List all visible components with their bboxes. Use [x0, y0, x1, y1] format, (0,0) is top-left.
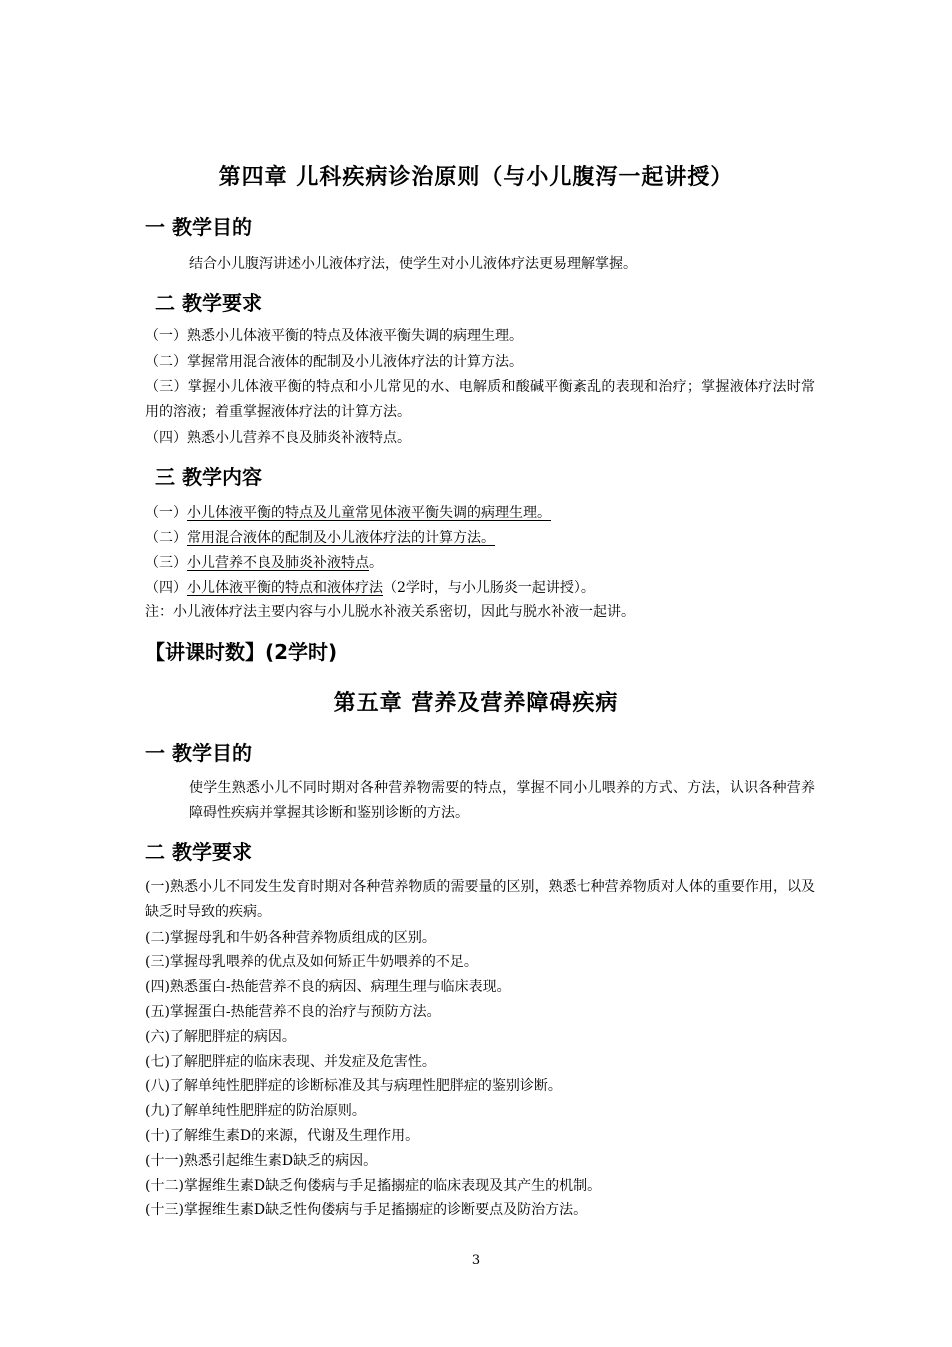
ch4-teaching-hours: 【讲课时数】(2学时) — [145, 640, 338, 664]
content-1-prefix: （一） — [145, 505, 187, 521]
chapter-5-title: 第五章 营养及营养障碍疾病 — [333, 691, 619, 716]
content-2-prefix: （二） — [145, 530, 187, 546]
ch5-requirement-7: (七)了解肥胖症的临床表现、并发症及危害性。 — [145, 1054, 436, 1070]
ch4-section-2-heading: 二 教学要求 — [155, 291, 262, 315]
ch4-content-4 — [145, 576, 815, 601]
ch5-requirement-10: (十)了解维生素D的来源，代谢及生理作用。 — [145, 1128, 420, 1144]
content-1-text: 小儿体液平衡的特点及儿童常见体液平衡失调的病理生理。 — [187, 505, 551, 521]
ch4-content-1 — [145, 501, 815, 526]
ch4-requirement-4: （四）熟悉小儿营养不良及肺炎补液特点。 — [145, 430, 411, 446]
ch5-section-2-heading: 二 教学要求 — [145, 840, 252, 864]
content-4-prefix: （四） — [145, 580, 187, 596]
ch5-requirement-4: (四)熟悉蛋白-热能营养不良的病因、病理生理与临床表现。 — [145, 979, 511, 995]
ch5-requirement-2: (二)掌握母乳和牛奶各种营养物质组成的区别。 — [145, 930, 436, 946]
ch4-section-3-heading: 三 教学内容 — [155, 465, 262, 489]
ch5-requirement-1: (一)熟悉小儿不同发生发育时期对各种营养物质的需要量的区别，熟悉七种营养物质对人体的重要作用，以及缺乏时导致的疾病。 — [145, 879, 815, 920]
ch5-section-1-text: 使学生熟悉小儿不同时期对各种营养物需要的特点，掌握不同小儿喂养的方式、方法，认识各种营养障碍性疾病并掌握其诊断和鉴别诊断的方法。 — [189, 780, 815, 821]
ch5-requirement-8: (八)了解单纯性肥胖症的诊断标准及其与病理性肥胖症的鉴别诊断。 — [145, 1078, 562, 1094]
page-number: 3 — [471, 1253, 481, 1268]
ch4-content-3 — [145, 551, 815, 576]
ch5-requirement-3: (三)掌握母乳喂养的优点及如何矫正牛奶喂养的不足。 — [145, 954, 478, 970]
content-4-suffix: （2学时，与小儿肠炎一起讲授）。 — [383, 580, 595, 596]
ch4-section-1-heading: 一 教学目的 — [145, 215, 252, 239]
ch4-requirement-3: （三）掌握小儿体液平衡的特点和小儿常见的水、电解质和酸碱平衡紊乱的表现和治疗；掌握液体疗法时常用的溶液；着重掌握液体疗法的计算方法。 — [145, 379, 815, 420]
ch5-requirement-5: (五)掌握蛋白-热能营养不良的治疗与预防方法。 — [145, 1004, 441, 1020]
ch4-note: 注：小儿液体疗法主要内容与小儿脱水补液关系密切，因此与脱水补液一起讲。 — [145, 604, 635, 620]
ch5-requirement-13: (十三)掌握维生素D缺乏性佝偻病与手足搐搦症的诊断要点及防治方法。 — [145, 1202, 588, 1218]
chapter-4-title: 第四章 儿科疾病诊治原则（与小儿腹泻一起讲授） — [218, 165, 734, 190]
ch5-requirement-11: (十一)熟悉引起维生素D缺乏的病因。 — [145, 1153, 378, 1169]
content-3-prefix: （三） — [145, 555, 187, 571]
ch4-section-1-text: 结合小儿腹泻讲述小儿液体疗法，使学生对小儿液体疗法更易理解掌握。 — [189, 256, 637, 272]
ch5-requirement-12: (十二)掌握维生素D缺乏佝偻病与手足搐搦症的临床表现及其产生的机制。 — [145, 1178, 602, 1194]
ch4-requirement-2: （二）掌握常用混合液体的配制及小儿液体疗法的计算方法。 — [145, 354, 523, 370]
ch4-content-2 — [145, 526, 815, 551]
ch5-requirement-9: (九)了解单纯性肥胖症的防治原则。 — [145, 1103, 366, 1119]
ch5-requirement-6: (六)了解肥胖症的病因。 — [145, 1029, 296, 1045]
ch5-section-1-heading: 一 教学目的 — [145, 741, 252, 765]
content-3-suffix: 。 — [369, 555, 383, 571]
content-4-text: 小儿体液平衡的特点和液体疗法 — [187, 580, 383, 596]
content-3-text: 小儿营养不良及肺炎补液特点 — [187, 555, 369, 571]
content-2-text: 常用混合液体的配制及小儿液体疗法的计算方法。 — [187, 530, 495, 546]
ch4-requirement-1: （一）熟悉小儿体液平衡的特点及体液平衡失调的病理生理。 — [145, 328, 523, 344]
